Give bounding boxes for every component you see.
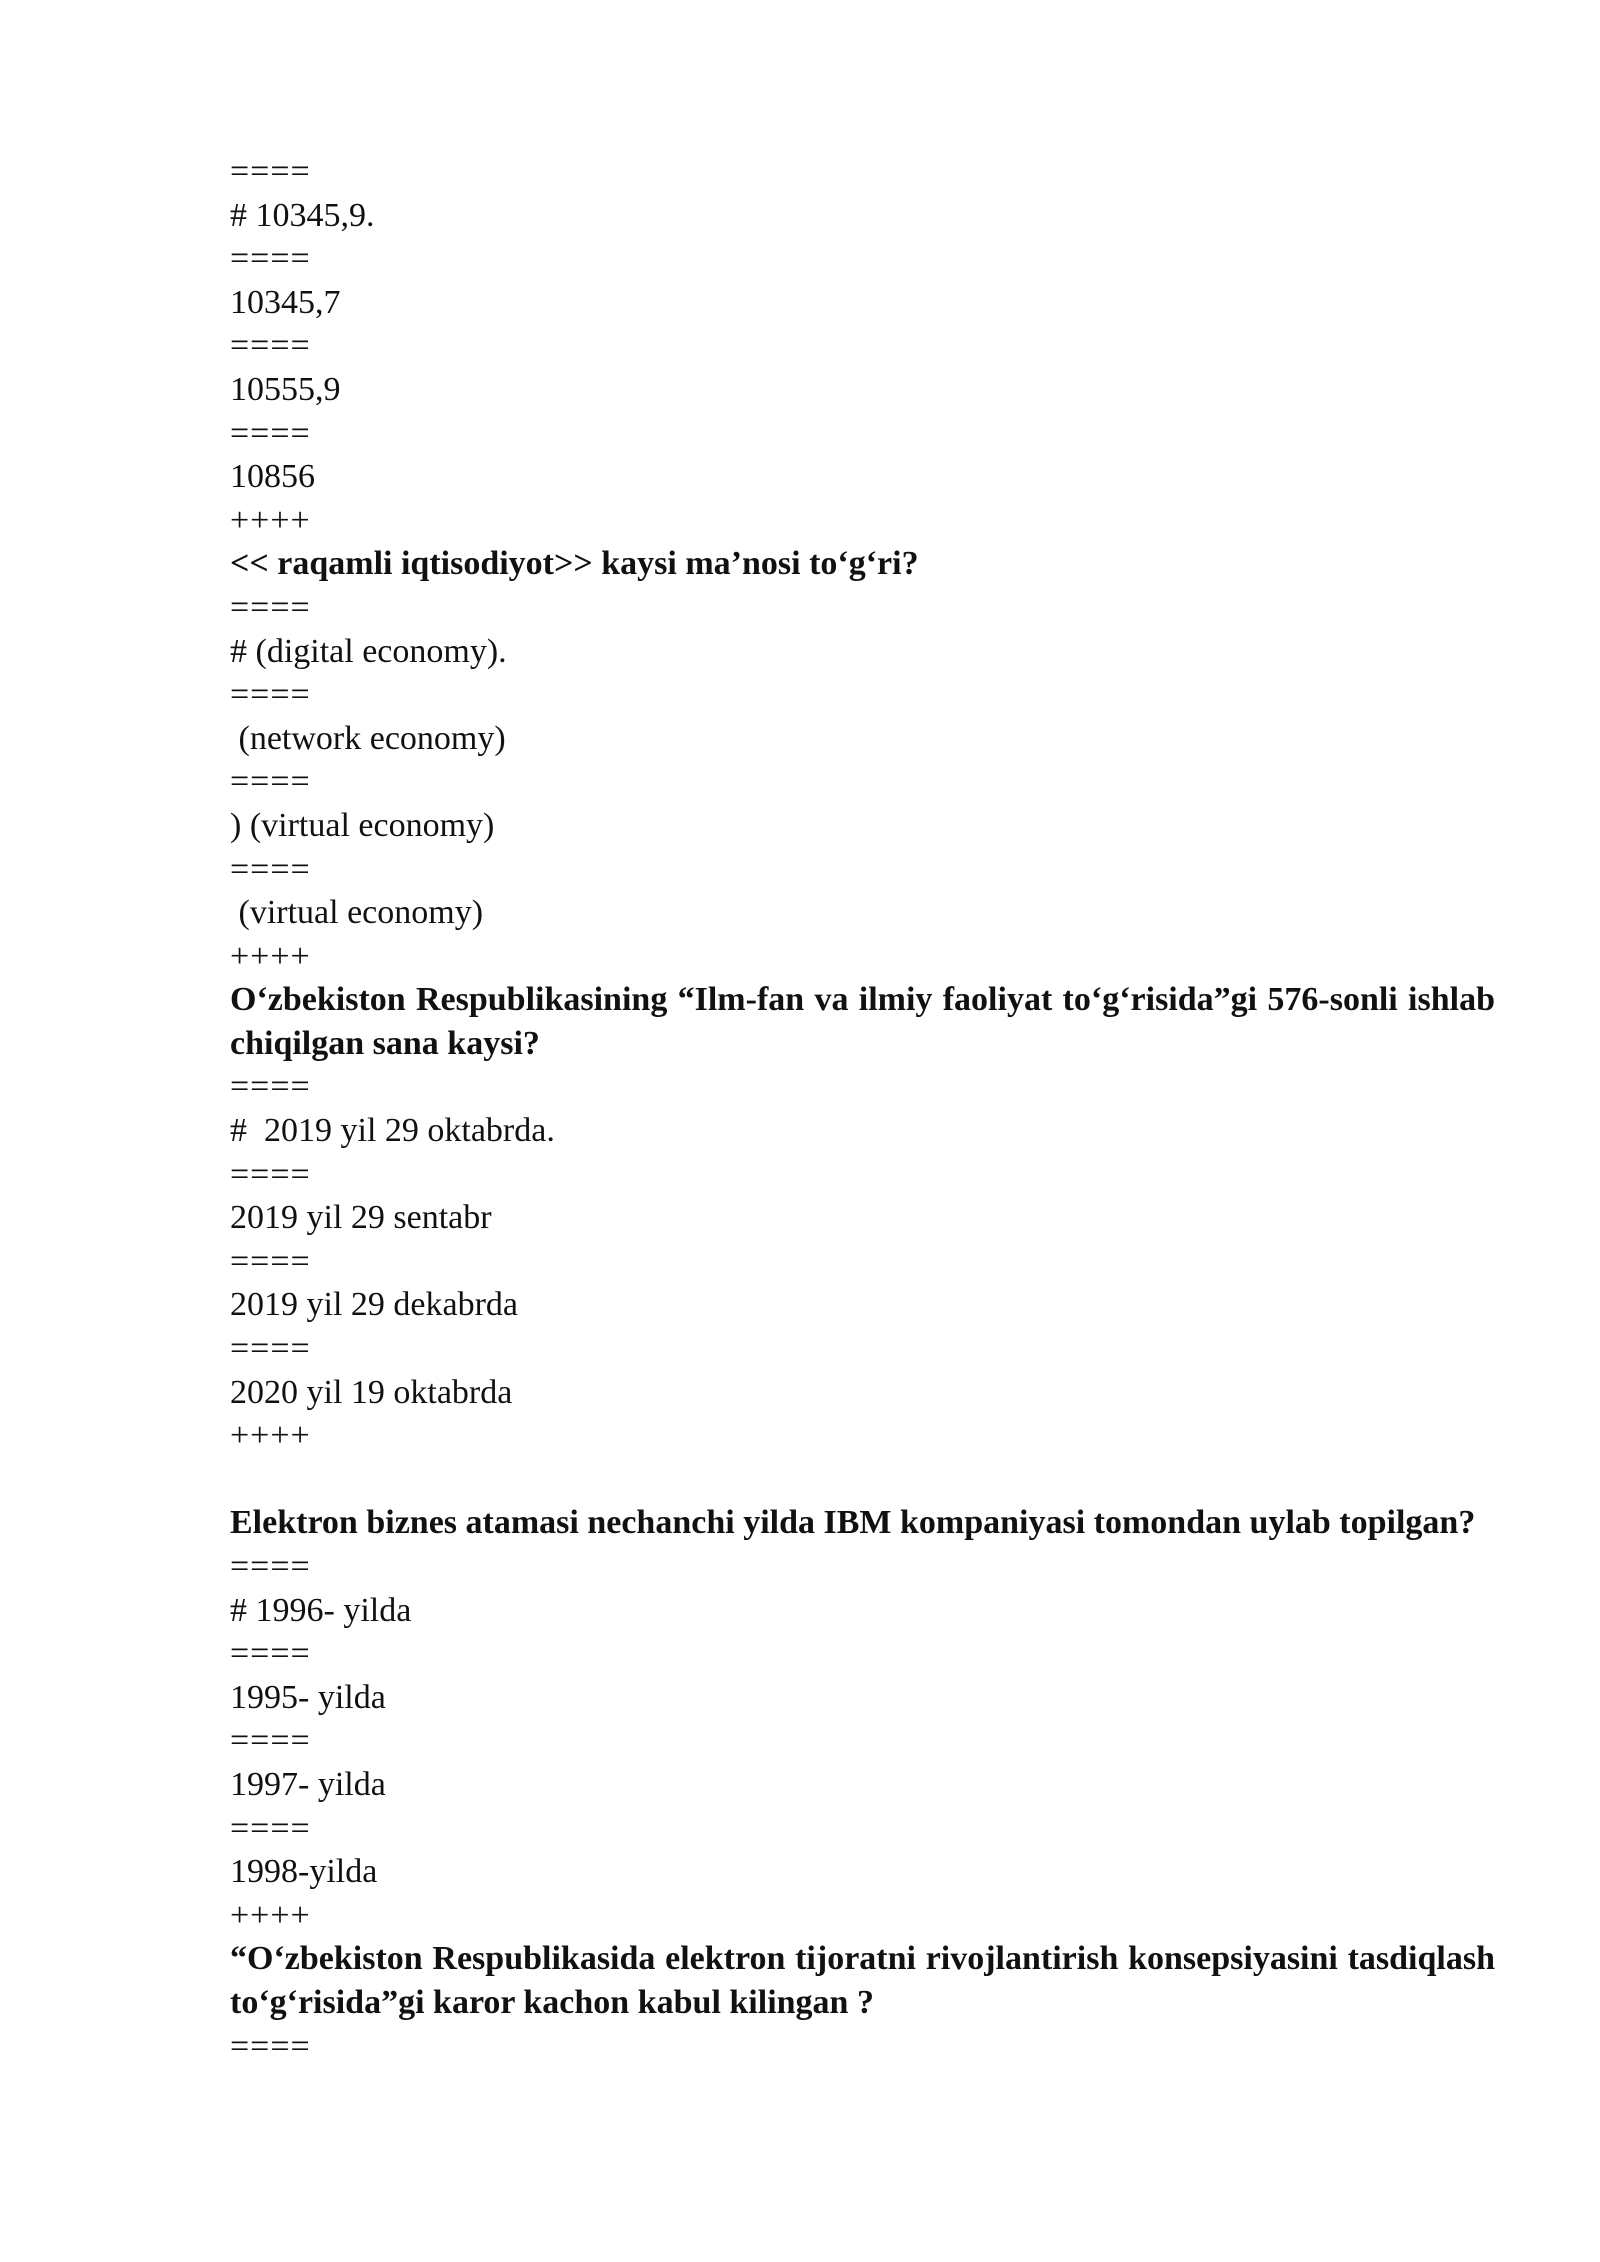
- answer-option: (virtual economy): [230, 894, 484, 932]
- answer-option: 10345,7: [230, 283, 341, 321]
- separator-line: ++++: [230, 937, 311, 975]
- answer-option: 10856: [230, 458, 315, 496]
- separator-line: ====: [230, 2027, 311, 2065]
- separator-line: ++++: [230, 1896, 311, 1934]
- answer-option: 2019 yil 29 sentabr: [230, 1199, 492, 1237]
- quiz-content: [230, 150, 1495, 2068]
- separator-line: ====: [230, 1155, 311, 1193]
- answer-option: 1995- yilda: [230, 1678, 386, 1716]
- separator-line: ====: [230, 676, 311, 714]
- answer-option: # 10345,9.: [230, 196, 375, 234]
- answer-option: 1997- yilda: [230, 1765, 386, 1803]
- question-text: Elektron biznes atamasi nechanchi yilda IBM kompaniyasi tomondan uylab topilgan?: [230, 1504, 1476, 1542]
- separator-line: ====: [230, 1068, 311, 1106]
- answer-option: 1998-yilda: [230, 1853, 378, 1891]
- question-text: << raqamli iqtisodiyot>> kaysi ma’nosi to‘g‘ri?: [230, 545, 919, 583]
- blank-line: [230, 1458, 1495, 1502]
- separator-line: ====: [230, 588, 311, 626]
- separator-line: ====: [230, 240, 311, 278]
- separator-line: ++++: [230, 501, 311, 539]
- separator-line: ====: [230, 1242, 311, 1280]
- question-text: O‘zbekiston Respublikasining “Ilm-fan va ilmiy faoliyat to‘g‘risida”gi 576-sonli ishlab chiqilgan sana kaysi?: [230, 981, 1495, 1062]
- answer-option: # (digital economy).: [230, 632, 507, 670]
- answer-option: (network economy): [230, 719, 506, 757]
- question-text: “O‘zbekiston Respublikasida elektron tijoratni rivojlantirish konsepsiyasini tasdiqlash to‘g‘risida”gi karor kachon kabul kilingan ?: [230, 1940, 1495, 2021]
- separator-line: ====: [230, 1330, 311, 1368]
- separator-line: ====: [230, 327, 311, 365]
- answer-option: 10555,9: [230, 370, 341, 408]
- separator-line: ====: [230, 414, 311, 452]
- answer-option: 2019 yil 29 dekabrda: [230, 1286, 518, 1324]
- separator-line: ++++: [230, 1417, 311, 1455]
- separator-line: ====: [230, 1635, 311, 1673]
- answer-option: # 2019 yil 29 oktabrda.: [230, 1112, 555, 1150]
- answer-option: 2020 yil 19 oktabrda: [230, 1373, 513, 1411]
- separator-line: ====: [230, 1809, 311, 1847]
- separator-line: ====: [230, 1722, 311, 1760]
- separator-line: ====: [230, 763, 311, 801]
- answer-option: ) (virtual economy): [230, 806, 495, 844]
- separator-line: ====: [230, 153, 311, 190]
- answer-option: # 1996- yilda: [230, 1591, 412, 1629]
- separator-line: ====: [230, 850, 311, 888]
- document-page: [230, 150, 1495, 2068]
- separator-line: ====: [230, 1548, 311, 1585]
